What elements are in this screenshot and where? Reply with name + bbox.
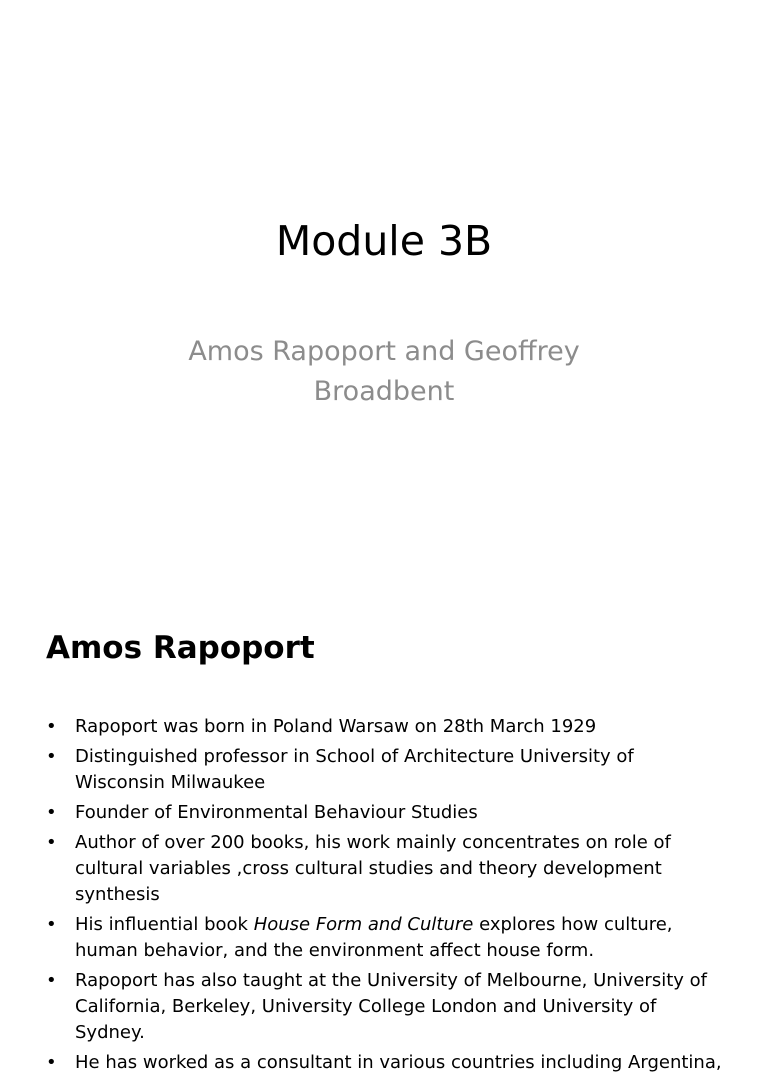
bullet-text [75, 914, 673, 961]
slide-heading: Amos Rapoport [46, 630, 315, 666]
bullet-dot-icon: • [46, 716, 57, 737]
bullet-text: Founder of Environmental Behaviour Studies [75, 802, 478, 823]
bullet-text: Rapoport was born in Poland Warsaw on 28th March 1929 [75, 716, 597, 737]
slide-subtitle: Amos Rapoport and Geoffrey Broadbent [188, 336, 580, 407]
content-slide [0, 576, 768, 1073]
bullet-text-before: His influential book [75, 914, 254, 935]
bullet-text-after: explores how culture, human behavior, and the environment affect house form. [75, 914, 673, 961]
bullet-text: He has worked as a consultant in various countries including Argentina, [75, 1052, 722, 1073]
bullet-dot-icon: • [46, 914, 57, 935]
bullet-text: Rapoport has also taught at the University of Melbourne, University of California, Berkeley, University College London and University of Sydney. [75, 970, 707, 1043]
bullet-item [46, 912, 726, 964]
bullet-dot-icon: • [46, 1052, 57, 1073]
bullet-dot-icon: • [46, 746, 57, 767]
bullet-item [46, 744, 726, 796]
bullet-text: Distinguished professor in School of Architecture University of Wisconsin Milwaukee [75, 746, 634, 793]
bullet-dot-icon: • [46, 970, 57, 991]
bullet-item [46, 968, 726, 1046]
bullet-item [46, 1050, 726, 1076]
bullet-list [46, 714, 726, 1080]
slide-title: Module 3B [275, 217, 493, 265]
bullet-item [46, 830, 726, 908]
bullet-dot-icon: • [46, 802, 57, 823]
bullet-item [46, 714, 726, 740]
bullet-item [46, 800, 726, 826]
bullet-text: Author of over 200 books, his work mainly concentrates on role of cultural variables ,cross cultural studies and theory development synthesis [75, 832, 671, 905]
book-title: House Form and Culture [253, 914, 474, 935]
bullet-dot-icon: • [46, 832, 57, 853]
